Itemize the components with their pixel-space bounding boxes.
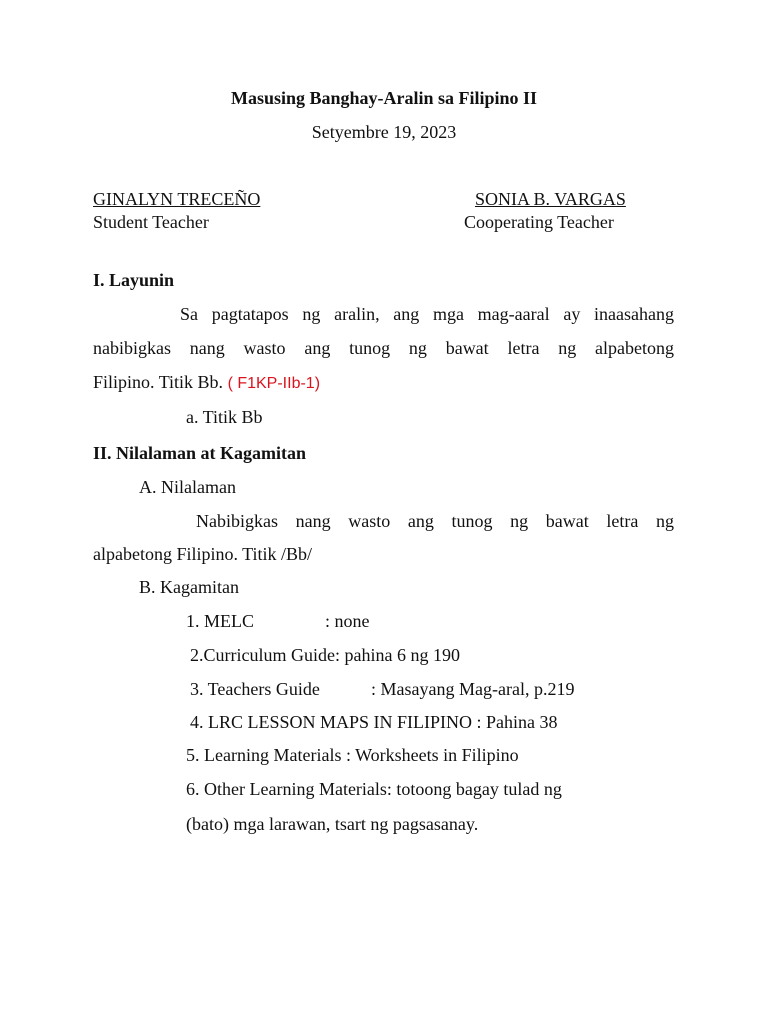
student-teacher-name: GINALYN TRECEÑO bbox=[93, 189, 261, 209]
cooperating-teacher-name: SONIA B. VARGAS bbox=[475, 189, 626, 209]
nilalaman-subheading: A. Nilalaman bbox=[139, 477, 236, 497]
layunin-paragraph-line: Sa pagtatapos ng aralin, ang mga mag-aaral ay inaasahang bbox=[180, 304, 674, 324]
kagamitan-item: 2.Curriculum Guide: pahina 6 ng 190 bbox=[190, 645, 460, 665]
cooperating-teacher-role: Cooperating Teacher bbox=[464, 212, 614, 232]
kagamitan-item: 5. Learning Materials : Worksheets in Filipino bbox=[186, 745, 519, 765]
kagamitan-item-value: : none bbox=[325, 611, 370, 631]
kagamitan-subheading: B. Kagamitan bbox=[139, 577, 239, 597]
nilalaman-paragraph-line: Nabibigkas nang wasto ang tunog ng bawat letra ng bbox=[196, 511, 674, 531]
section-nilalaman-heading: II. Nilalaman at Kagamitan bbox=[93, 443, 307, 463]
document-date: Setyembre 19, 2023 bbox=[311, 122, 457, 142]
kagamitan-item-label: 3. Teachers Guide bbox=[190, 679, 320, 699]
layunin-paragraph-line bbox=[93, 372, 320, 393]
kagamitan-item-label: 1. MELC bbox=[186, 611, 255, 631]
kagamitan-item-value: : Masayang Mag-aral, p.219 bbox=[371, 679, 575, 699]
kagamitan-item bbox=[186, 611, 254, 632]
kagamitan-item: 6. Other Learning Materials: totoong bagay tulad ng bbox=[186, 779, 562, 799]
student-teacher-role: Student Teacher bbox=[93, 212, 209, 232]
kagamitan-item: 4. LRC LESSON MAPS IN FILIPINO : Pahina 38 bbox=[190, 712, 558, 732]
layunin-paragraph-text: Filipino. Titik Bb. bbox=[93, 372, 224, 392]
competency-code: ( F1KP-IIb-1) bbox=[227, 375, 321, 392]
layunin-paragraph-line: nabibigkas nang wasto ang tunog ng bawat letra ng alpabetong bbox=[93, 338, 674, 358]
kagamitan-item-continuation: (bato) mga larawan, tsart ng pagsasanay. bbox=[186, 814, 479, 834]
nilalaman-paragraph-line: alpabetong Filipino. Titik /Bb/ bbox=[93, 544, 313, 564]
layunin-item-a: a. Titik Bb bbox=[186, 407, 263, 427]
document-title: Masusing Banghay-Aralin sa Filipino II bbox=[230, 88, 538, 108]
section-layunin-heading: I. Layunin bbox=[93, 270, 175, 290]
